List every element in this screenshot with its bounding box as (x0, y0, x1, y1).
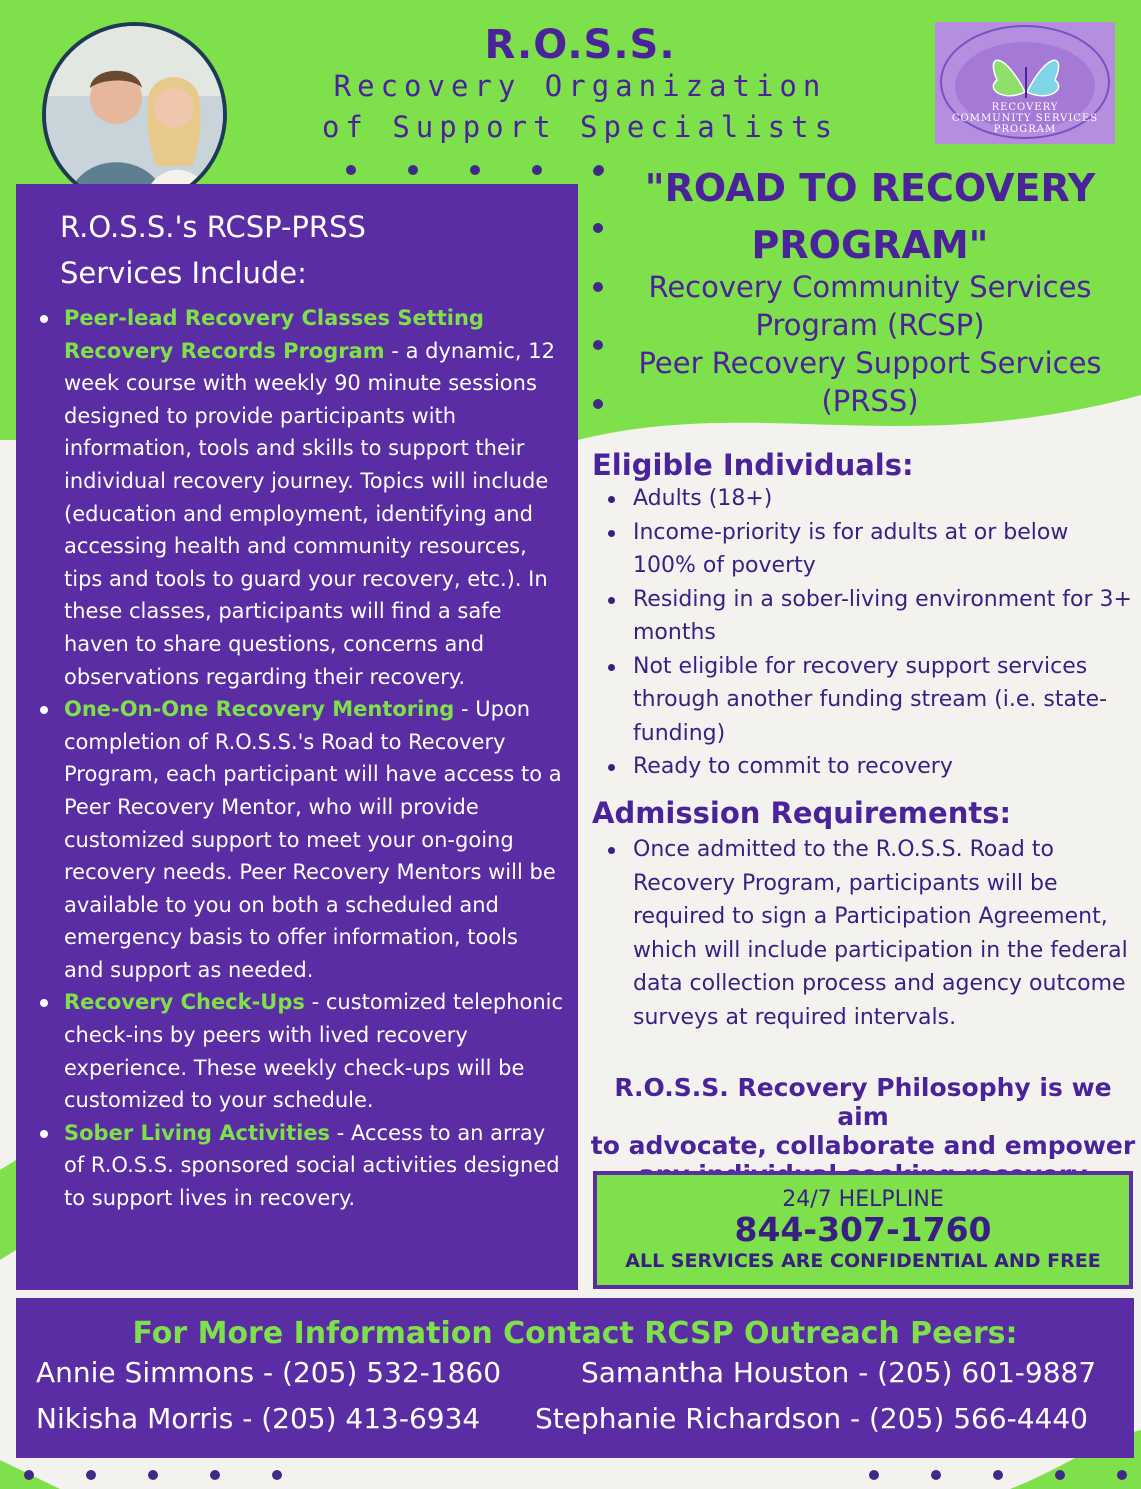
services-heading (60, 204, 564, 296)
logo-caption (935, 102, 1115, 135)
prss-line2: (PRSS) (821, 384, 919, 418)
decorative-dot (593, 399, 603, 409)
service-description: - a dynamic, 12 week course with weekly 90 minute sessions designed to provide participants with information, tools and skills to support their individual recovery journey. Topics will include (education and employment, identifying and accessing health and community resources, tips and tools to guard your recovery, etc.). In these classes, participants will find a safe haven to share questions, concerns and observations regarding their recovery. (64, 338, 556, 689)
couple-photo (42, 22, 227, 207)
program-title (620, 160, 1120, 274)
dot (869, 1470, 879, 1480)
program-title-line2: PROGRAM" (751, 223, 989, 267)
services-heading-line2: Services Include: (60, 256, 307, 290)
dot (272, 1470, 282, 1480)
service-description: - Access to an array of R.O.S.S. sponsored social activities designed to support lives in recovery. (64, 1120, 560, 1211)
decorative-dots-bottom-right (869, 1470, 1127, 1480)
decorative-dots-top (346, 165, 604, 175)
services-list (36, 302, 564, 1215)
prss-line1: Peer Recovery Support Services (638, 346, 1102, 380)
service-description: - customized telephonic check-ins by peers with lived recovery experience. These weekly check-ups will be customized to your schedule. (64, 990, 564, 1113)
helpline-note: ALL SERVICES ARE CONFIDENTIAL AND FREE (625, 1250, 1101, 1272)
dot (148, 1470, 158, 1480)
org-full-name (300, 66, 860, 148)
helpline-label: 24/7 HELPLINE (782, 1187, 944, 1212)
admission-list (606, 833, 1134, 1034)
contact-stephanie-richardson[interactable]: Stephanie Richardson - (205) 566-4440 (535, 1402, 1088, 1435)
org-name-line1: Recovery Organization (333, 69, 827, 103)
dot (931, 1470, 941, 1480)
admission-item: Once admitted to the R.O.S.S. Road to Recovery Program, participants will be required to sign a Participation Agreement, which will include participation in the federal data collection process and agency outcome surveys at required intervals. (606, 833, 1134, 1034)
service-title: Recovery Check-Ups (64, 990, 305, 1015)
helpline-box (593, 1171, 1133, 1289)
dot (24, 1470, 34, 1480)
eligible-item: Not eligible for recovery support services through another funding stream (i.e. state-funding) (606, 650, 1134, 751)
service-item-mentoring (36, 693, 564, 986)
logo-line3: PROGRAM (993, 124, 1057, 135)
service-title: Peer-lead Recovery Classes Setting Recovery Records Program (64, 306, 484, 363)
dot (346, 165, 356, 175)
org-name-line2: of Support Specialists (321, 110, 839, 144)
eligible-item: Ready to commit to recovery (606, 750, 1134, 784)
contact-samantha-houston[interactable]: Samantha Houston - (205) 601-9887 (581, 1356, 1097, 1389)
rcsp-line2: Program (RCSP) (755, 308, 985, 342)
dot (210, 1470, 220, 1480)
eligible-item: Adults (18+) (606, 482, 1134, 516)
eligible-list (606, 482, 1134, 784)
contact-nikisha-morris[interactable]: Nikisha Morris - (205) 413-6934 (36, 1402, 481, 1435)
philosophy-line2: to advocate, collaborate and empower (590, 1131, 1136, 1160)
logo-line2: COMMUNITY SERVICES (951, 113, 1099, 124)
services-heading-line1: R.O.S.S.'s RCSP-PRSS (60, 210, 366, 244)
org-acronym: R.O.S.S. (484, 22, 676, 68)
dot (408, 165, 418, 175)
decorative-dot (593, 340, 603, 350)
couple-illustration (46, 26, 227, 207)
dot (1055, 1470, 1065, 1480)
contact-panel (16, 1298, 1134, 1458)
rcsp-logo (935, 22, 1115, 144)
rcsp-line1: Recovery Community Services (648, 270, 1092, 304)
service-item-classes (36, 302, 564, 693)
service-title: Sober Living Activities (64, 1120, 331, 1145)
philosophy-line1: R.O.S.S. Recovery Philosophy is we aim (614, 1073, 1112, 1131)
logo-line1: RECOVERY (991, 102, 1059, 113)
contact-title: For More Information Contact RCSP Outreach Peers: (132, 1316, 1018, 1351)
helpline-number[interactable]: 844-307-1760 (734, 1210, 992, 1249)
decorative-dot (593, 282, 603, 292)
service-title: One-On-One Recovery Mentoring (64, 697, 455, 722)
dot (1117, 1470, 1127, 1480)
decorative-dots-bottom-left (24, 1470, 282, 1480)
decorative-dot (593, 166, 603, 176)
service-item-checkups (36, 986, 564, 1116)
eligible-heading: Eligible Individuals: (592, 448, 914, 482)
program-title-line1: "ROAD TO RECOVERY (644, 166, 1096, 210)
dot (532, 165, 542, 175)
dot (470, 165, 480, 175)
contact-annie-simmons[interactable]: Annie Simmons - (205) 532-1860 (36, 1356, 502, 1389)
services-panel (16, 184, 578, 1290)
service-description: - Upon completion of R.O.S.S.'s Road to Recovery Program, each participant will have access to a Peer Recovery Mentor, who will provide customized support to meet your on-going recovery needs. Peer Recovery Mentors will be available to you on both a scheduled and emergency basis to offer information, tools and support as needed. (64, 697, 562, 982)
dot (993, 1470, 1003, 1480)
decorative-dot (593, 223, 603, 233)
eligible-item: Income-priority is for adults at or below 100% of poverty (606, 516, 1134, 583)
service-item-activities (36, 1117, 564, 1215)
eligible-item: Residing in a sober-living environment for 3+ months (606, 583, 1134, 650)
dot (86, 1470, 96, 1480)
admission-heading: Admission Requirements: (592, 796, 1012, 830)
